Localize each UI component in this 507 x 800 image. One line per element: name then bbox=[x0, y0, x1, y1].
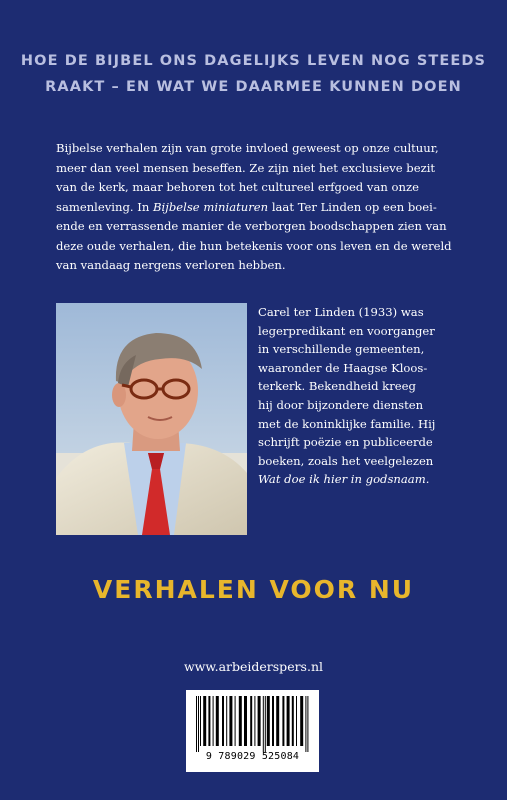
blurb-line: ende en verrassende manier de verborgen boodschappen zien van bbox=[56, 219, 447, 233]
barcode-bar bbox=[265, 696, 266, 752]
barcode-bar bbox=[254, 696, 255, 746]
bio-line: terkerk. Bekendheid kreeg bbox=[258, 379, 416, 394]
barcode-bar bbox=[239, 696, 242, 746]
barcode-bar bbox=[250, 696, 252, 746]
bio-line-book-title bbox=[258, 470, 458, 489]
publisher-url[interactable]: www.arbeiderspers.nl bbox=[183, 659, 323, 674]
blurb-line: meer dan veel mensen beseffen. Ze zijn niet het exclusieve bezit bbox=[56, 160, 436, 175]
barcode-bar bbox=[300, 696, 303, 746]
blurb bbox=[56, 139, 456, 276]
bio-line: boeken, zoals het veelgelezen bbox=[258, 453, 434, 468]
barcode-bar bbox=[216, 696, 219, 746]
barcode-bar bbox=[282, 696, 284, 746]
barcode-bar bbox=[198, 696, 199, 752]
blurb-line: van de kerk, maar behoren tot het cultureel erfgoed van onze bbox=[56, 180, 419, 194]
blurb-line bbox=[56, 198, 456, 218]
barcode-bar bbox=[235, 696, 236, 746]
blurb-line-start: samenleving. In bbox=[56, 199, 150, 214]
barcode-bar bbox=[244, 696, 247, 746]
author-photo bbox=[56, 303, 247, 535]
barcode-bar bbox=[287, 696, 290, 746]
barcode-bar bbox=[208, 696, 210, 746]
barcode-bar bbox=[263, 696, 264, 752]
bio-line: in verschillende gemeenten, bbox=[258, 342, 425, 357]
tagline-line-1: HOE DE BIJBEL ONS DAGELIJKS LEVEN NOG STEEDS bbox=[20, 53, 487, 69]
author-portrait-illustration bbox=[56, 303, 247, 535]
bio-book-title: Wat doe ik hier in godsnaam. bbox=[258, 472, 430, 487]
barcode-bar bbox=[213, 696, 214, 746]
bio-line: waaronder de Haagse Kloos- bbox=[258, 360, 428, 375]
bio-line: legerpredikant en voorganger bbox=[258, 323, 435, 338]
blurb-line: deze oude verhalen, die hun betekenis voor ons leven en de wereld bbox=[56, 238, 452, 253]
bio-line: Carel ter Linden (1933) was bbox=[258, 305, 424, 319]
barcode-bar bbox=[276, 696, 279, 746]
barcode-bar bbox=[222, 696, 224, 746]
blurb-book-title: Bijbelse miniaturen bbox=[153, 199, 269, 214]
tagline bbox=[0, 48, 507, 100]
bio-line: schrijft poëzie en publiceerde bbox=[258, 435, 433, 450]
author-bio bbox=[258, 303, 458, 489]
book-title: VERHALEN VOOR NU bbox=[92, 575, 415, 604]
barcode-bar bbox=[229, 696, 232, 746]
barcode-bar bbox=[200, 696, 201, 746]
bio-line: hij door bijzondere diensten bbox=[258, 397, 424, 412]
barcode-bar bbox=[305, 696, 306, 752]
barcode-bar bbox=[203, 696, 206, 746]
barcode-bar bbox=[226, 696, 227, 746]
blurb-line: van vandaag nergens verloren hebben. bbox=[56, 258, 286, 272]
barcode-bar bbox=[292, 696, 294, 746]
blurb-line: Bijbelse verhalen zijn van grote invloed geweest op onze cultuur, bbox=[56, 141, 439, 155]
barcode-bar bbox=[307, 696, 308, 752]
tagline-line-2: RAAKT – EN WAT WE DAARMEE KUNNEN DOEN bbox=[45, 79, 462, 95]
barcode-bar bbox=[196, 696, 197, 752]
barcode-bar bbox=[296, 696, 297, 746]
isbn-number: 9 789029 525084 bbox=[205, 751, 300, 762]
bio-line: met de koninklijke familie. Hij bbox=[258, 416, 436, 431]
barcode-bars bbox=[186, 690, 319, 752]
barcode-bar bbox=[272, 696, 274, 746]
barcode-bar bbox=[267, 696, 270, 746]
barcode-bar bbox=[258, 696, 261, 746]
barcode bbox=[186, 690, 319, 772]
blurb-line-end: laat Ter Linden op een boei- bbox=[271, 199, 437, 214]
